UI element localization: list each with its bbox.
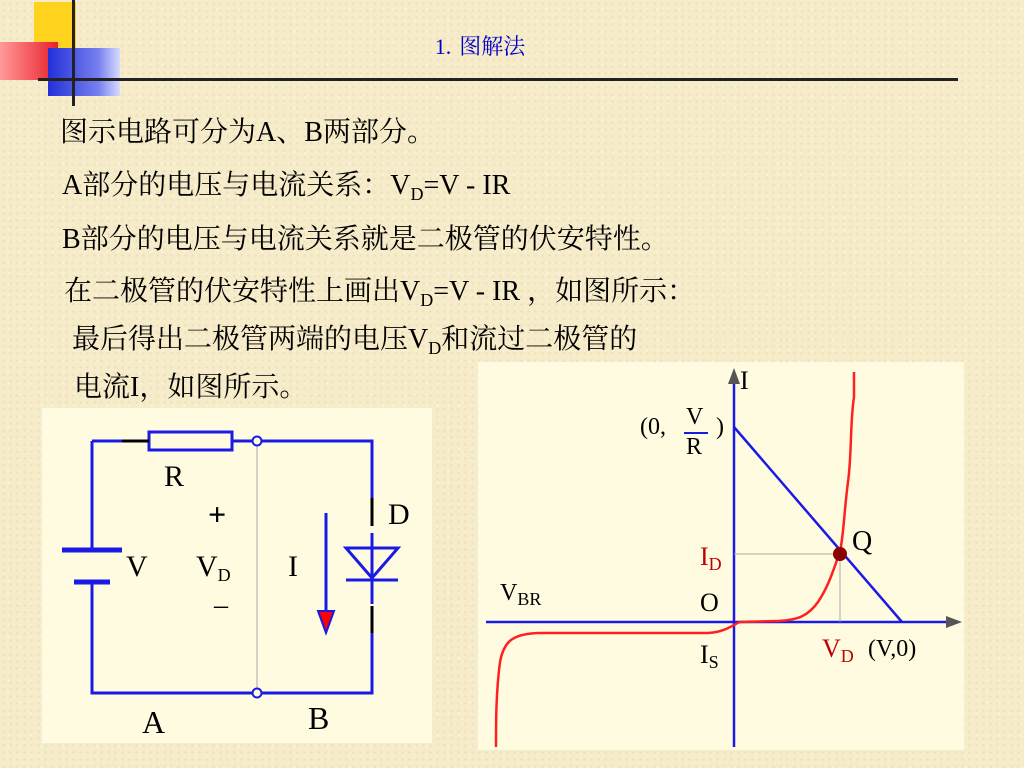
text-segment: 图示电路可分为 xyxy=(60,115,257,148)
text-segment: 部分的电压与电流关系： xyxy=(82,168,391,201)
text-segment: 在二极管的伏安特性上画出 xyxy=(64,274,401,307)
part-b-label: B xyxy=(308,700,330,736)
is-subscript: S xyxy=(708,652,719,672)
text-line-6 xyxy=(74,370,307,405)
title-number: 1. xyxy=(434,34,452,59)
text-subscript: D xyxy=(428,338,442,358)
current-label: I xyxy=(288,550,298,583)
text-line-3 xyxy=(62,222,669,257)
wire-top-right xyxy=(232,441,372,498)
vbr-subscript: BR xyxy=(517,589,542,609)
vbr-label xyxy=(500,580,541,610)
text-line-2 xyxy=(62,168,510,211)
text-segment: 最后得出二极管两端的电压 xyxy=(72,322,409,355)
x-axis-arrow xyxy=(946,616,962,628)
vd-subscript: D xyxy=(840,646,854,666)
intercept-denominator: R xyxy=(686,434,703,460)
text-segment: 、 xyxy=(276,115,305,148)
diode-iv-curve xyxy=(496,372,854,747)
terminal-node xyxy=(253,437,262,446)
origin-label: O xyxy=(700,588,719,617)
circuit-diagram xyxy=(42,408,432,743)
is-main: I xyxy=(700,640,709,669)
text-line-1 xyxy=(60,115,435,150)
text-segment: I xyxy=(130,372,140,403)
y-axis-label: I xyxy=(740,366,749,395)
text-segment: A xyxy=(62,170,83,201)
terminal-node xyxy=(253,689,262,698)
text-segment: V xyxy=(390,170,411,201)
text-subscript: D xyxy=(410,184,424,204)
text-line-5 xyxy=(72,322,637,365)
resistor-label: R xyxy=(164,460,185,493)
part-a-label: A xyxy=(142,704,166,740)
is-label xyxy=(700,640,719,673)
vbr-main: V xyxy=(500,580,518,606)
resistor-symbol xyxy=(149,432,232,450)
source-label: V xyxy=(126,550,148,583)
text-segment: A xyxy=(256,117,277,148)
id-label xyxy=(700,542,722,575)
text-segment: 部分的电压与电流关系就是二极管的伏安特性。 xyxy=(80,222,669,255)
text-subscript: D xyxy=(420,290,434,310)
q-label: Q xyxy=(852,526,873,557)
x-intercept-label: (V,0) xyxy=(868,636,917,662)
id-main: I xyxy=(700,542,709,571)
text-segment: 两部分。 xyxy=(322,115,435,148)
text-segment: 电流 xyxy=(74,370,131,403)
page-title xyxy=(380,30,580,61)
vd-subscript: D xyxy=(217,565,231,585)
load-line xyxy=(734,427,902,622)
vd-label xyxy=(196,550,231,586)
text-segment: =V - IR xyxy=(423,170,511,201)
vd-axis-label xyxy=(822,634,854,667)
y-axis-arrow xyxy=(728,368,740,384)
text-line-4 xyxy=(64,274,695,317)
text-segment: 和流过二极管的 xyxy=(441,322,638,355)
text-segment: =V - IR ，如图所示： xyxy=(433,276,696,307)
minus-sign: – xyxy=(214,590,228,621)
diode-label: D xyxy=(388,498,410,531)
text-segment: V xyxy=(400,276,421,307)
id-subscript: D xyxy=(708,554,722,574)
text-segment: B xyxy=(304,117,323,148)
text-segment: V xyxy=(408,324,429,355)
vd-main: V xyxy=(822,634,841,663)
text-segment: ，如图所示。 xyxy=(139,370,308,403)
current-arrow-head xyxy=(318,611,334,633)
intercept-close: ) xyxy=(716,414,724,440)
title-text: 图解法 xyxy=(459,35,526,60)
text-segment: B xyxy=(62,224,81,255)
circuit-panel xyxy=(42,408,432,743)
q-point xyxy=(833,547,847,561)
iv-graph-panel xyxy=(478,362,964,750)
corner-decoration xyxy=(0,0,130,110)
intercept-numerator: V xyxy=(686,404,704,430)
y-intercept-label xyxy=(640,414,666,441)
vd-main: V xyxy=(196,550,218,583)
wire-bottom xyxy=(92,582,372,693)
plus-sign: + xyxy=(208,496,227,532)
intercept-open: (0, xyxy=(640,414,666,440)
